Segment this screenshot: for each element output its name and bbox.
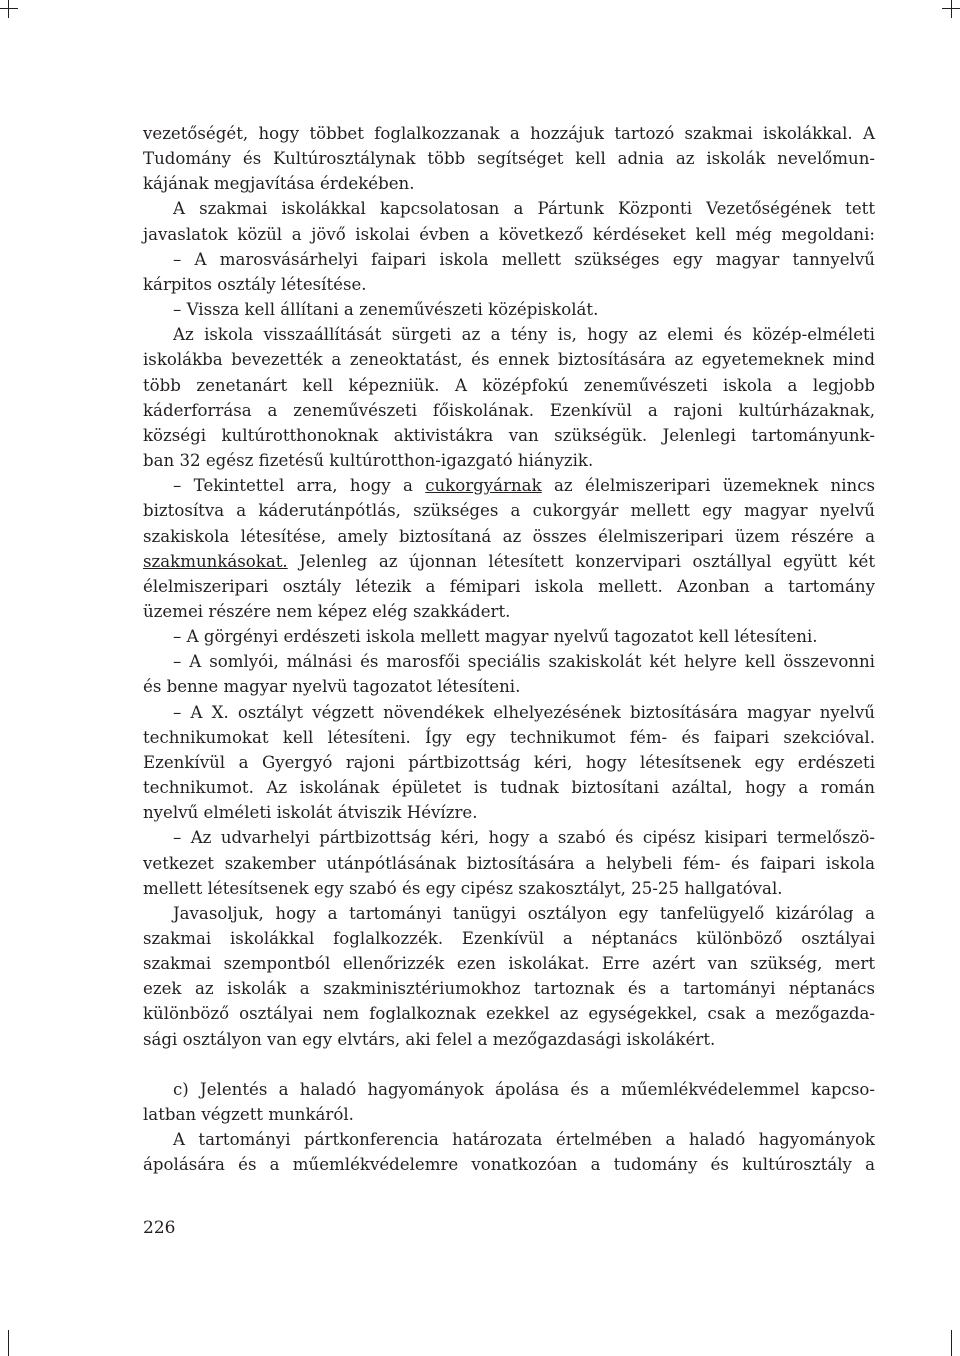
text-run: – Tekintettel arra, hogy a: [173, 476, 426, 496]
text-line: szakmai szempontból ellenőrizzék ezen iskolákat. Erre azért van szükség, mert: [143, 954, 875, 974]
text-line: szakmai iskolákkal foglalkozzék. Ezenkívül a néptanács különböző osztályai: [143, 929, 875, 948]
text-line: kájának megjavítása érdekében.: [143, 174, 415, 194]
text-line: [143, 549, 875, 574]
text-line: nyelvű elméleti iskolát átviszik Hévízre.: [143, 803, 478, 823]
text-line: technikumot. Az iskolának épületet is tudnak biztosítani azáltal, hogy a román: [143, 778, 875, 798]
text-line: vetkezet szakember utánpótlásának biztosítására a helybeli fém- és faipari iskola: [143, 853, 875, 873]
text-line: községi kultúrotthonoknak aktivistákra van szükségük. Jelenlegi tartományunk-: [143, 425, 875, 445]
text-line: biztosítva a káderutánpótlás, szükséges a cukorgyár mellett egy magyar nyelvű: [143, 501, 875, 521]
page-number: 226: [143, 1218, 176, 1238]
text-line: ápolására és a műemlékvédelemre vonatkozóan a tudomány és kultúrosztály a: [143, 1155, 875, 1175]
text-line: különböző osztályai nem foglalkoznak ezekkel az egységekkel, csak a mezőgazda-: [143, 1004, 875, 1024]
text-line: Tudomány és Kultúrosztálynak több segítséget kell adnia az iskolák nevelőmun-: [143, 149, 875, 169]
text-line: – Az udvarhelyi pártbizottság kéri, hogy a szabó és cipész kisipari termelőszö-: [173, 828, 875, 848]
text-line: üzemei részére nem képez elég szakkádert.: [143, 601, 511, 621]
text-line: élelmiszeripari osztály létezik a fémipari iskola mellett. Azonban a tartomány: [143, 576, 875, 596]
text-run: Jelenleg az újonnan létesített konzervipari osztállyal együtt két: [287, 551, 875, 571]
section-heading: c) Jelentés a haladó hagyományok ápolása és a műemlékvédelemmel kapcso-: [173, 1079, 875, 1099]
text-line: Ezenkívül a Gyergyó rajoni pártbizottság kéri, hogy létesítsenek egy erdészeti: [143, 752, 875, 772]
text-line: – Vissza kell állítani a zeneművészeti középiskolát.: [173, 300, 599, 320]
text-line: Javasoljuk, hogy a tartományi tanügyi osztályon egy tanfelügyelő kizárólag a: [173, 903, 875, 923]
text-line: szakiskola létesítése, amely biztosítaná az összes élelmiszeripari üzem részére a: [143, 526, 875, 546]
text-line: technikumokat kell létesíteni. Így egy technikumot fém- és faipari szekcióval.: [143, 727, 875, 747]
text-line: [143, 473, 875, 498]
text-line: sági osztályon van egy elvtárs, aki felel a mezőgazdasági iskolákért.: [143, 1029, 716, 1049]
text-line: – A görgényi erdészeti iskola mellett magyar nyelvű tagozatot kell létesíteni.: [173, 627, 818, 647]
body-text: [143, 121, 875, 1177]
text-line: iskolákba bevezették a zeneoktatást, és ennek biztosítására az egyetemeknek mind: [143, 350, 875, 370]
text-line: javaslatok közül a jövő iskolai évben a következő kérdéseket kell még megoldani:: [143, 224, 875, 244]
text-line: – A somlyói, málnási és marosfői speciális szakiskolát két helyre kell összevonni: [173, 652, 875, 672]
text-line: és benne magyar nyelvü tagozatot létesíteni.: [143, 677, 521, 697]
text-line: – A marosvásárhelyi faipari iskola mellett szükséges egy magyar tannyelvű: [173, 249, 875, 269]
underlined-word-cukorgyarnak: cukorgyárnak: [425, 476, 542, 496]
underlined-word-szakmunkasokat: szakmunkásokat.: [143, 551, 288, 571]
text-line: ban 32 egész fizetésű kultúrotthon-igazgató hiányzik.: [143, 451, 594, 471]
text-line: káderforrása a zeneművészeti főiskolának. Ezenkívül a rajoni kultúrházaknak,: [143, 400, 875, 420]
text-line: ezek az iskolák a szakminisztériumokhoz tartoznak és a tartományi néptanács: [143, 979, 875, 999]
text-line: A szakmai iskolákkal kapcsolatosan a Pártunk Központi Vezetőségének tett: [173, 199, 875, 219]
text-line: A tartományi pártkonferencia határozata értelmében a haladó hagyományok: [173, 1130, 875, 1150]
text-line: mellett létesítsenek egy szabó és egy cipész szakosztályt, 25-25 hallgatóval.: [143, 878, 783, 898]
text-line: több zenetanárt kell képezniük. A középfokú zeneművészeti iskola a legjobb: [143, 375, 875, 395]
text-line: kárpitos osztály létesítése.: [143, 274, 367, 294]
text-run: az élelmiszeripari üzemeknek nincs: [541, 476, 876, 496]
text-line: Az iskola visszaállítását sürgeti az a tény is, hogy az elemi és közép-elméleti: [173, 325, 875, 345]
text-line: – A X. osztályt végzett növendékek elhelyezésének biztosítására magyar nyelvű: [173, 702, 875, 722]
section-heading-cont: latban végzett munkáról.: [143, 1104, 354, 1124]
text-line: vezetőségét, hogy többet foglalkozzanak a hozzájuk tartozó szakmai iskolákkal. A: [143, 124, 875, 143]
